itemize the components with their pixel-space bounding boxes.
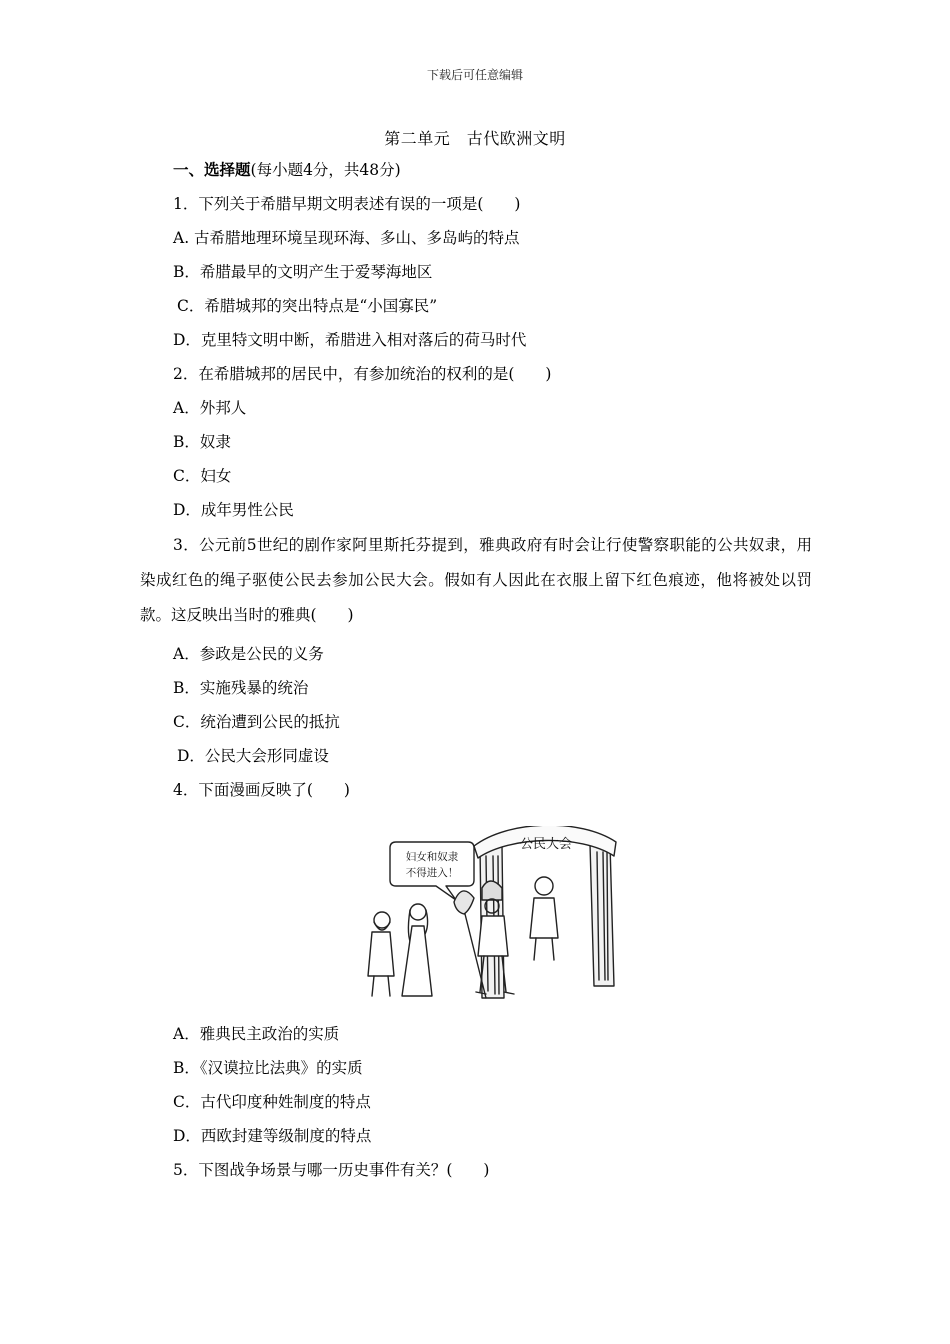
question-3-stem: 3．公元前5世纪的剧作家阿里斯托芬提到，雅典政府有时会让行使警察职能的公共奴隶，用染成红色的绳子驱使公民去参加公民大会。假如有人因此在衣服上留下红色痕迹，他将被处以罚款。这反映出当时的雅典( )	[140, 536, 812, 624]
q4-option-c: C．古代印度种姓制度的特点	[173, 1093, 371, 1111]
q2-option-b: B．奴隶	[173, 433, 231, 451]
question-2-stem: 2．在希腊城邦的居民中，有参加统治的权利的是( )	[173, 365, 552, 383]
q2-option-c: C．妇女	[173, 467, 232, 485]
unit-title: 第二单元 古代欧洲文明	[384, 129, 566, 148]
speech-text-line2: 不得进入！	[405, 867, 459, 879]
q3-option-d: D．公民大会形同虚设	[177, 747, 329, 765]
q4-option-d: D．西欧封建等级制度的特点	[173, 1127, 372, 1145]
question-1-stem: 1．下列关于希腊早期文明表述有误的一项是( )	[173, 195, 521, 213]
section-heading	[173, 160, 401, 180]
speech-text-line1: 妇女和奴隶	[405, 851, 459, 863]
q4-option-b: B．《汉谟拉比法典》的实质	[173, 1059, 363, 1077]
q2-option-d: D．成年男性公民	[173, 501, 294, 519]
q1-option-d: D．克里特文明中断，希腊进入相对落后的荷马时代	[173, 331, 527, 349]
q1-option-a: A. 古希腊地理环境呈现环海、多山、多岛屿的特点	[173, 229, 520, 247]
q3-option-a: A．参政是公民的义务	[173, 645, 324, 663]
q3-option-c: C．统治遭到公民的抵抗	[173, 713, 340, 731]
q1-option-b: B．希腊最早的文明产生于爱琴海地区	[173, 263, 433, 281]
q1-option-c: C．希腊城邦的突出特点是“小国寡民”	[177, 297, 438, 315]
watermark-text: 下载后可任意编辑	[426, 68, 523, 82]
q2-option-a: A．外邦人	[173, 399, 247, 417]
arch-sign-text: 公民大会	[519, 837, 573, 852]
question-4-stem: 4．下面漫画反映了( )	[173, 781, 350, 799]
q3-option-b: B．实施残暴的统治	[173, 679, 309, 697]
question-5-stem: 5．下图战争场景与哪一历史事件有关？( )	[173, 1161, 490, 1179]
section-title: 一、选择题	[173, 160, 251, 179]
q4-option-a: A．雅典民主政治的实质	[173, 1025, 340, 1043]
section-note: (每小题4分，共48分)	[250, 161, 401, 179]
cartoon-illustration	[358, 826, 620, 1004]
